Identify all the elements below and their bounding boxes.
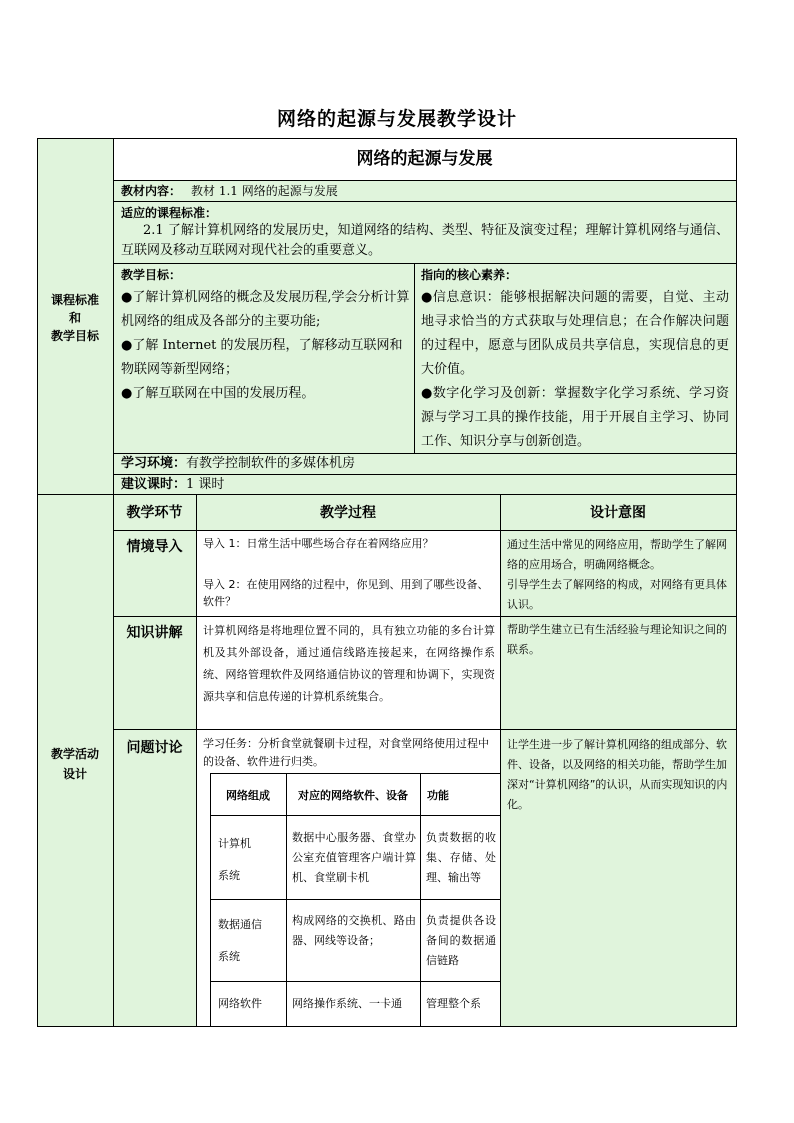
row-line-knowledge	[113, 729, 736, 730]
col-line-label	[113, 138, 114, 1026]
row-line-intro	[113, 616, 736, 617]
col-line-stage	[196, 494, 197, 1026]
row-line-env	[113, 474, 736, 475]
section1-label: 课程标准 和 教学目标	[50, 293, 99, 343]
inner-row-3-part: 网络软件	[218, 997, 262, 1010]
literacy-item: ●信息意识：能够根据解决问题的需要，自觉、主动地寻求恰当的方式获取与处理信息；在合作解决问题的过程中，愿意与团队成员共享信息，实现信息的更大价值。	[421, 290, 729, 377]
goals-label: 教学目标：	[121, 268, 182, 282]
lesson-title: 网络的起源与发展	[356, 149, 493, 169]
material-label: 教材内容：	[121, 184, 182, 198]
inner-row-1-part: 计算机 系统	[218, 837, 251, 882]
goal-item: ●了解 Internet 的发展历程，了解移动互联网和物联网等新型网络；	[121, 338, 403, 377]
row-line-material	[113, 201, 736, 202]
inner-header-part: 网络组成	[226, 789, 270, 802]
intent-discussion: 让学生进一步了解计算机网络的组成部分、软件、设备，以及网络的相关功能，帮助学生加深对“计算机网络”的认识，从而实现知识的内化。	[507, 738, 728, 811]
inner-row-3-items: 网络操作系统、一卡通	[292, 997, 402, 1010]
process-knowledge: 计算机网络是将地理位置不同的，具有独立功能的多台计算机及其外部设备，通过通信线路连接起来，在网络操作系统、网络管理软件及网络通信协议的管理和协调下，实现资源共享和信息传递的计算机系统集合。	[203, 624, 495, 703]
process-intro-1: 导入 1：日常生活中哪些场合存在着网络应用？	[203, 537, 434, 550]
col-line-goals	[414, 263, 415, 453]
inner-header-function: 功能	[427, 789, 449, 802]
goal-item: ●了解计算机网络的概念及发展历程,学会分析计算机网络的组成及各部分的主要功能;	[121, 290, 410, 329]
hours-label: 建议课时：	[121, 477, 187, 492]
inner-header-items: 对应的网络软件、设备	[298, 789, 408, 802]
material-row	[121, 183, 721, 199]
row-line-section2	[37, 494, 736, 495]
header-intent: 设计意图	[590, 505, 646, 521]
goals-list	[121, 286, 411, 406]
literacy-list	[421, 286, 729, 454]
document-title: 网络的起源与发展教学设计	[276, 108, 517, 130]
row-line-header	[113, 530, 736, 531]
env-label: 学习环境：	[121, 456, 187, 471]
header-stage: 教学环节	[126, 505, 183, 521]
process-discussion: 学习任务：分析食堂就餐刷卡过程，对食堂网络使用过程中的设备、软件进行归类。	[203, 737, 489, 768]
header-process: 教学过程	[320, 505, 376, 521]
inner-row-3-function: 管理整个系	[426, 997, 481, 1010]
intent-intro: 通过生活中常见的网络应用，帮助学生了解网络的应用场合，明确网络概念。 引导学生去了解网络的构成，对网络有更具体认识。	[507, 538, 727, 611]
inner-row-line-1	[210, 899, 500, 900]
literacy-item: ●数字化学习及创新：掌握数字化学习系统、学习资源与学习工具的操作技能，用于开展自主学习、协同工作、知识分享与创新创造。	[421, 386, 729, 449]
inner-row-2-function: 负责提供各设备间的数据通信链路	[426, 914, 496, 967]
material-value: 教材 1.1 网络的起源与发展	[191, 184, 338, 198]
env-value: 有教学控制软件的多媒体机房	[186, 456, 356, 471]
stage-intro: 情境导入	[126, 539, 183, 555]
row-line-title	[113, 180, 736, 181]
stage-discussion: 问题讨论	[126, 740, 183, 756]
inner-row-2-part: 数据通信 系统	[218, 918, 262, 963]
standard-label: 适应的课程标准：	[121, 206, 218, 220]
intent-knowledge: 帮助学生建立已有生活经验与理论知识之间的联系。	[507, 623, 727, 656]
inner-row-2-items: 构成网络的交换机、路由器、网线等设备；	[292, 914, 416, 947]
inner-row-1-function: 负责数据的收集、存储、处理、输出等	[426, 831, 496, 884]
stage-knowledge: 知识讲解	[126, 625, 183, 641]
row-line-standard	[113, 263, 736, 264]
hours-row	[121, 477, 721, 493]
goal-item: ●了解互联网在中国的发展历程。	[121, 386, 315, 401]
process-intro-2: 导入 2：在使用网络的过程中，你见到、用到了哪些设备、软件？	[203, 578, 489, 608]
component-table	[210, 773, 501, 1027]
inner-row-line-2	[210, 981, 500, 982]
literacy-label: 指向的核心素养：	[421, 268, 518, 282]
section2-label: 教学活动 设计	[50, 747, 99, 781]
inner-row-line-header	[210, 815, 500, 816]
hours-value: 1 课时	[186, 477, 225, 492]
inner-row-1-items: 数据中心服务器、食堂办公室充值管理客户端计算机、食堂刷卡机	[292, 831, 416, 884]
env-row	[121, 456, 721, 472]
standard-text: 2.1 了解计算机网络的发展历史，知道网络的结构、类型、特征及演变过程；理解计算机网络与通信、互联网及移动互联网对现代社会的重要意义。	[121, 223, 729, 258]
